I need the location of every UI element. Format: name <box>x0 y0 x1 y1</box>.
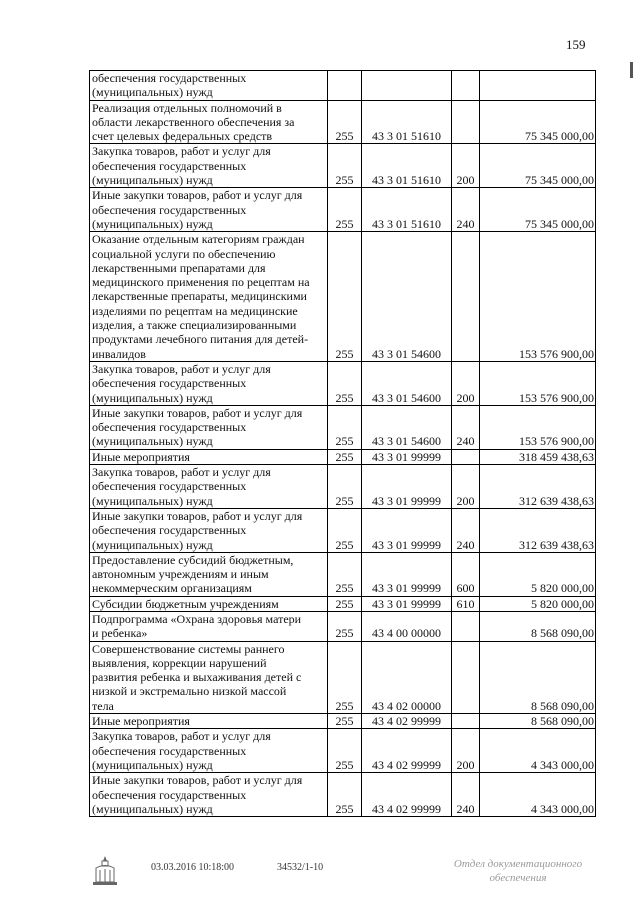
row-vr-cell <box>452 641 480 713</box>
row-ved-cell: 255 <box>328 729 362 773</box>
row-amount-cell: 8 568 090,00 <box>480 611 596 641</box>
row-ved-cell: 255 <box>328 641 362 713</box>
row-name-cell: Предоставление субсидий бюджетным, автономным учреждениям и иным некоммерческим организациям <box>90 552 328 596</box>
row-vr-cell <box>452 71 480 101</box>
row-vr-cell <box>452 100 480 144</box>
row-csr-cell: 43 4 00 00000 <box>362 611 452 641</box>
row-ved-cell: 255 <box>328 232 362 362</box>
row-name-cell: Закупка товаров, работ и услуг для обеспечения государственных (муниципальных) нужд <box>90 361 328 405</box>
row-amount-cell: 5 820 000,00 <box>480 596 596 611</box>
footer-date: 03.03.2016 10:18:00 <box>151 862 235 873</box>
row-csr-cell <box>362 71 452 101</box>
row-amount-cell: 75 345 000,00 <box>480 144 596 188</box>
row-amount-cell: 312 639 438,63 <box>480 508 596 552</box>
row-amount-cell: 8 568 090,00 <box>480 641 596 713</box>
row-amount-cell <box>480 71 596 101</box>
row-vr-cell: 240 <box>452 773 480 817</box>
row-name-cell: Закупка товаров, работ и услуг для обеспечения государственных (муниципальных) нужд <box>90 144 328 188</box>
table-row <box>90 508 596 552</box>
row-name-cell: Оказание отдельным категориям граждан социальной услуги по обеспечению лекарственными препаратами для медицинского применения по рецептам на лекарственные препараты, медицинскими изделиями по рецептам на медицинские изделия, а также специализированными продуктами лечебного питания для детей- инвалидов <box>90 232 328 362</box>
row-ved-cell: 255 <box>328 611 362 641</box>
row-vr-cell: 240 <box>452 405 480 449</box>
row-csr-cell: 43 3 01 99999 <box>362 596 452 611</box>
row-ved-cell: 255 <box>328 596 362 611</box>
row-amount-cell: 153 576 900,00 <box>480 361 596 405</box>
row-vr-cell <box>452 449 480 464</box>
table-row <box>90 465 596 509</box>
row-vr-cell: 240 <box>452 188 480 232</box>
scan-edge-mark <box>630 62 633 78</box>
row-name-cell: Иные мероприятия <box>90 714 328 729</box>
row-amount-cell: 8 568 090,00 <box>480 714 596 729</box>
row-csr-cell: 43 3 01 54600 <box>362 232 452 362</box>
row-csr-cell: 43 4 02 00000 <box>362 641 452 713</box>
emblem-icon <box>90 854 120 888</box>
row-amount-cell: 318 459 438,63 <box>480 449 596 464</box>
row-name-cell: обеспечения государственных (муниципальных) нужд <box>90 71 328 101</box>
row-csr-cell: 43 3 01 51610 <box>362 100 452 144</box>
row-vr-cell <box>452 714 480 729</box>
row-amount-cell: 153 576 900,00 <box>480 232 596 362</box>
row-amount-cell: 153 576 900,00 <box>480 405 596 449</box>
row-name-cell: Совершенствование системы раннего выявления, коррекции нарушений развития ребенка и выхаживания детей с низкой и экстремально низкой массой тела <box>90 641 328 713</box>
row-name-cell: Подпрограмма «Охрана здоровья матери и ребенка» <box>90 611 328 641</box>
row-vr-cell <box>452 232 480 362</box>
row-ved-cell: 255 <box>328 714 362 729</box>
row-csr-cell: 43 3 01 54600 <box>362 405 452 449</box>
table-row <box>90 552 596 596</box>
row-amount-cell: 4 343 000,00 <box>480 773 596 817</box>
table-row <box>90 71 596 101</box>
row-csr-cell: 43 3 01 99999 <box>362 552 452 596</box>
row-ved-cell: 255 <box>328 552 362 596</box>
row-name-cell: Закупка товаров, работ и услуг для обеспечения государственных (муниципальных) нужд <box>90 465 328 509</box>
table-row <box>90 100 596 144</box>
table-row <box>90 773 596 817</box>
row-csr-cell: 43 3 01 99999 <box>362 508 452 552</box>
row-name-cell: Реализация отдельных полномочий в области лекарственного обеспечения за счет целевых федеральных средств <box>90 100 328 144</box>
row-ved-cell: 255 <box>328 508 362 552</box>
table-row <box>90 405 596 449</box>
row-amount-cell: 4 343 000,00 <box>480 729 596 773</box>
row-vr-cell: 200 <box>452 361 480 405</box>
table-row <box>90 729 596 773</box>
row-name-cell: Субсидии бюджетным учреждениям <box>90 596 328 611</box>
row-amount-cell: 75 345 000,00 <box>480 100 596 144</box>
row-ved-cell: 255 <box>328 773 362 817</box>
table-row <box>90 144 596 188</box>
row-vr-cell: 610 <box>452 596 480 611</box>
row-ved-cell <box>328 71 362 101</box>
row-ved-cell: 255 <box>328 361 362 405</box>
budget-table-body <box>90 71 596 817</box>
row-csr-cell: 43 3 01 51610 <box>362 188 452 232</box>
row-csr-cell: 43 3 01 99999 <box>362 465 452 509</box>
table-row <box>90 361 596 405</box>
stamp-line-1: Отдел документационного <box>453 858 583 870</box>
row-amount-cell: 5 820 000,00 <box>480 552 596 596</box>
table-row <box>90 188 596 232</box>
row-name-cell: Иные мероприятия <box>90 449 328 464</box>
row-ved-cell: 255 <box>328 465 362 509</box>
row-csr-cell: 43 4 02 99999 <box>362 714 452 729</box>
row-csr-cell: 43 3 01 99999 <box>362 449 452 464</box>
row-name-cell: Иные закупки товаров, работ и услуг для обеспечения государственных (муниципальных) нужд <box>90 405 328 449</box>
table-row <box>90 232 596 362</box>
page-number: 159 <box>566 37 586 52</box>
row-ved-cell: 255 <box>328 405 362 449</box>
stamp-line-2: обеспечения <box>489 872 547 884</box>
row-ved-cell: 255 <box>328 100 362 144</box>
row-vr-cell <box>452 611 480 641</box>
row-ved-cell: 255 <box>328 449 362 464</box>
row-csr-cell: 43 3 01 54600 <box>362 361 452 405</box>
row-vr-cell: 600 <box>452 552 480 596</box>
table-row <box>90 611 596 641</box>
row-name-cell: Иные закупки товаров, работ и услуг для обеспечения государственных (муниципальных) нужд <box>90 773 328 817</box>
row-amount-cell: 312 639 438,63 <box>480 465 596 509</box>
row-name-cell: Иные закупки товаров, работ и услуг для обеспечения государственных (муниципальных) нужд <box>90 508 328 552</box>
row-vr-cell: 200 <box>452 144 480 188</box>
row-name-cell: Закупка товаров, работ и услуг для обеспечения государственных (муниципальных) нужд <box>90 729 328 773</box>
row-ved-cell: 255 <box>328 144 362 188</box>
row-amount-cell: 75 345 000,00 <box>480 188 596 232</box>
table-row <box>90 714 596 729</box>
row-csr-cell: 43 4 02 99999 <box>362 729 452 773</box>
table-row <box>90 596 596 611</box>
table-row <box>90 449 596 464</box>
row-ved-cell: 255 <box>328 188 362 232</box>
department-stamp <box>430 857 606 885</box>
budget-table <box>89 70 596 817</box>
footer-document-code: 34532/1-10 <box>277 862 324 873</box>
row-vr-cell: 200 <box>452 729 480 773</box>
row-vr-cell: 200 <box>452 465 480 509</box>
row-vr-cell: 240 <box>452 508 480 552</box>
table-row <box>90 641 596 713</box>
row-csr-cell: 43 3 01 51610 <box>362 144 452 188</box>
row-csr-cell: 43 4 02 99999 <box>362 773 452 817</box>
row-name-cell: Иные закупки товаров, работ и услуг для обеспечения государственных (муниципальных) нужд <box>90 188 328 232</box>
